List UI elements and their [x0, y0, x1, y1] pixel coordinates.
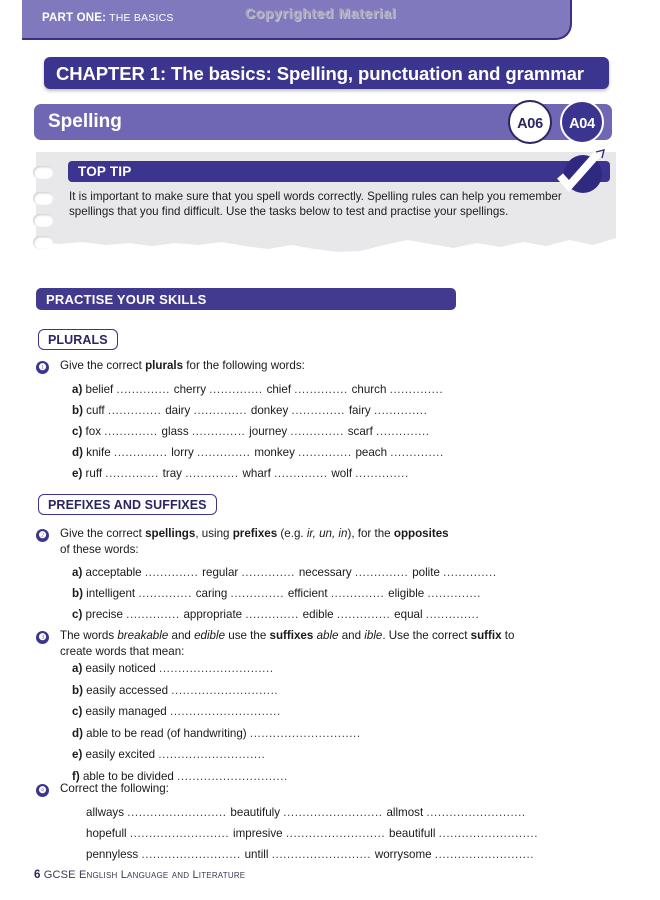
page-footer	[34, 869, 245, 881]
exercise-word: precise	[85, 608, 127, 621]
exercise-row-label: d)	[72, 726, 87, 740]
answer-blank[interactable]: ..............	[241, 566, 299, 579]
exercise-word: cuff	[86, 404, 108, 417]
answer-blank[interactable]: ..............	[193, 404, 251, 417]
answer-blank[interactable]: ..........................	[285, 827, 390, 840]
answer-blank[interactable]: ..............	[144, 566, 203, 579]
answer-blank[interactable]: ..............	[107, 404, 166, 417]
chapter-title: CHAPTER 1: The basics: Spelling, punctuation and grammar	[56, 63, 584, 84]
answer-blank[interactable]: .............................	[177, 769, 288, 783]
exercise-row	[86, 848, 534, 861]
subsection-plurals	[38, 329, 118, 350]
top-tip-note	[36, 152, 616, 267]
answer-blank[interactable]: ..............	[245, 608, 303, 621]
answer-blank[interactable]: ..............	[230, 587, 288, 600]
top-tip-body: It is important to make sure that you spell words correctly. Spelling rules can help you remember spellings that you find difficult. Use the tasks below to test and practise your spellings.	[69, 190, 562, 219]
exercise-word: efficient	[287, 587, 331, 600]
punch-hole-icon	[33, 236, 53, 249]
answer-blank[interactable]: ..............	[336, 608, 395, 621]
exercise-row	[72, 425, 430, 438]
answer-blank[interactable]: ..............................	[159, 662, 274, 675]
answer-blank[interactable]: ..............	[373, 404, 428, 417]
exercise-word: caring	[195, 587, 231, 600]
exercise-row	[72, 467, 409, 480]
q3-p12: suffix	[470, 629, 502, 642]
exercise-word: beautifuly	[230, 806, 284, 819]
exercise-word: cherry	[173, 383, 210, 396]
topic-title: Spelling	[48, 111, 122, 132]
exercise-word: easily managed	[85, 705, 170, 718]
q3-p10: ible	[364, 629, 383, 642]
exercise-row	[86, 806, 526, 819]
subsection-prefixes-suffixes	[38, 494, 217, 515]
answer-blank[interactable]: ..........................	[283, 806, 387, 819]
exercise-row-label: e)	[72, 748, 86, 761]
exercise-row-label: c)	[72, 705, 86, 718]
answer-blank[interactable]: ..............	[425, 608, 480, 621]
exercise-row	[72, 383, 443, 396]
exercise-word: chief	[266, 383, 295, 396]
exercise-word: journey	[249, 425, 291, 438]
q2-p5: (e.g.	[277, 527, 307, 540]
answer-blank[interactable]: ..............	[196, 446, 255, 459]
running-head-text	[42, 12, 174, 24]
exercise-row-label: e)	[72, 467, 86, 480]
q3-p13: to create words that mean:	[60, 629, 515, 658]
answer-blank[interactable]: ..............	[113, 446, 172, 459]
exercise-row-label: b)	[72, 404, 87, 417]
answer-blank[interactable]: ..............	[389, 383, 444, 396]
q3-p3: and	[168, 629, 195, 642]
answer-blank[interactable]: ..............	[376, 425, 430, 438]
chapter-title-bar	[44, 57, 609, 89]
answer-blank[interactable]: ..........................	[434, 848, 535, 861]
answer-blank[interactable]: ..............	[126, 608, 184, 621]
exercise-row-label: b)	[72, 683, 87, 697]
footer-page-number: 6	[34, 869, 41, 881]
answer-blank[interactable]: ..............	[298, 446, 356, 459]
q3-p9: and	[338, 629, 365, 642]
answer-blank[interactable]: ..............	[185, 467, 243, 480]
q2-p9: of these words:	[60, 542, 139, 556]
exercise-word: regular	[202, 566, 242, 579]
answer-blank[interactable]: ..............	[209, 383, 267, 396]
exercise-row-label: a)	[72, 383, 86, 396]
exercise-word: easily excited	[85, 748, 159, 761]
footer-book-title: GCSE English Language and Literature	[43, 869, 246, 881]
exercise-word: allways	[86, 806, 128, 819]
q2-p4: prefixes	[232, 527, 278, 540]
exercise-word: allmost	[386, 806, 427, 819]
exercise-word: wharf	[242, 467, 275, 480]
running-head-part-name: THE BASICS	[106, 12, 174, 24]
exercise-row	[72, 446, 444, 459]
copyright-watermark: Copyrighted Material	[245, 5, 397, 21]
tick-icon	[550, 149, 608, 197]
answer-blank[interactable]: ..............	[291, 404, 349, 417]
answer-blank[interactable]: ..............	[116, 383, 174, 396]
q3-p11: . Use the correct	[382, 629, 471, 642]
exercise-word: ruff	[85, 467, 106, 480]
question-4-prompt: Correct the following:	[60, 782, 169, 795]
exercise-word: wolf	[331, 467, 356, 480]
exercise-row	[72, 404, 427, 417]
assessment-objective-badge-2: A04	[560, 100, 604, 144]
question-2-prompt	[60, 526, 550, 557]
answer-blank[interactable]: ..........................	[438, 827, 539, 840]
exercise-word: hopefull	[86, 827, 130, 840]
exercise-row-label: a)	[72, 662, 86, 675]
exercise-word: edible	[302, 608, 337, 621]
answer-blank[interactable]: ..............	[138, 587, 196, 600]
exercise-word: fox	[85, 425, 105, 438]
subsection-prefixes-suffixes-label: PREFIXES AND SUFFIXES	[48, 497, 207, 512]
q2-p6: ir, un, in	[306, 527, 348, 540]
answer-blank[interactable]: ..............	[191, 425, 250, 438]
exercise-word: glass	[161, 425, 192, 438]
exercise-word: equal	[394, 608, 426, 621]
exercise-word: belief	[85, 383, 117, 396]
answer-blank[interactable]: ..............	[390, 446, 444, 459]
q3-p1: The words	[60, 629, 118, 642]
exercise-word: able to be read (of handwriting)	[86, 726, 250, 740]
answer-blank[interactable]: ............................	[171, 683, 279, 697]
q1-prompt-bold: plurals	[145, 359, 184, 372]
q2-p1: Give the correct	[60, 527, 146, 540]
q1-prompt-post: for the following words:	[183, 359, 305, 372]
punch-hole-icon	[33, 214, 53, 227]
exercise-row-label: c)	[72, 608, 86, 621]
answer-blank[interactable]: ..........................	[129, 827, 234, 840]
answer-blank[interactable]: ..............	[294, 383, 352, 396]
exercise-word: dairy	[165, 404, 194, 417]
q2-p8: opposites	[393, 527, 449, 540]
answer-blank[interactable]: ............................	[158, 748, 266, 761]
answer-blank[interactable]: ..........................	[141, 848, 245, 861]
exercise-word: polite	[412, 566, 444, 579]
exercise-word: acceptable	[85, 566, 145, 579]
practise-your-skills-bar	[36, 288, 456, 310]
answer-blank[interactable]: ..........................	[127, 806, 231, 819]
answer-blank[interactable]: ..............	[354, 566, 413, 579]
q3-p6: suffixes	[269, 629, 314, 642]
exercise-row	[72, 748, 265, 761]
question-1-number: ❶	[36, 361, 49, 374]
running-head-part-label: PART ONE:	[42, 12, 107, 24]
exercise-word: eligible	[388, 587, 428, 600]
q3-p2: breakable	[117, 629, 169, 642]
punch-hole-icon	[33, 166, 53, 179]
exercise-row	[72, 587, 481, 600]
exercise-row	[72, 662, 274, 675]
answer-blank[interactable]: .............................	[249, 726, 361, 740]
top-tip-heading: TOP TIP	[78, 164, 132, 179]
exercise-word: untill	[244, 848, 272, 861]
exercise-word: tray	[162, 467, 186, 480]
exercise-word: easily noticed	[85, 662, 159, 675]
answer-blank[interactable]: ..........................	[426, 806, 526, 819]
q1-prompt-pre: Give the correct	[60, 359, 146, 372]
exercise-word: able to be divided	[82, 769, 178, 783]
q2-p2: spellings	[145, 527, 196, 540]
exercise-word: worrysome	[374, 848, 435, 861]
q3-p8: able	[316, 629, 339, 642]
question-4-number: ❹	[36, 784, 49, 797]
exercise-word: necessary	[298, 566, 355, 579]
exercise-word: donkey	[250, 404, 292, 417]
punch-hole-icon	[33, 192, 53, 205]
exercise-row-label: c)	[72, 425, 86, 438]
practise-your-skills-label: PRACTISE YOUR SKILLS	[46, 291, 207, 307]
exercise-word: easily accessed	[86, 683, 172, 697]
topic-bar	[34, 104, 612, 140]
exercise-row	[72, 684, 278, 697]
exercise-word: scarf	[347, 425, 377, 438]
exercise-row	[72, 566, 497, 579]
q2-p7: ), for the	[347, 527, 394, 540]
answer-blank[interactable]: ..............	[443, 566, 497, 579]
exercise-word: monkey	[254, 446, 299, 459]
exercise-row-label: d)	[72, 446, 87, 459]
exercise-word: appropriate	[183, 608, 246, 621]
question-1-prompt	[60, 358, 540, 374]
question-2-number: ❷	[36, 529, 49, 542]
q3-p4: edible	[194, 629, 226, 642]
top-tip-header	[68, 161, 610, 182]
exercise-word: pennyless	[86, 848, 142, 861]
exercise-word: knife	[86, 446, 114, 459]
answer-blank[interactable]: ..............	[274, 467, 332, 480]
exercise-word: impresive	[233, 827, 286, 840]
answer-blank[interactable]: ..............	[355, 467, 409, 480]
answer-blank[interactable]: ..............	[427, 587, 481, 600]
exercise-row	[72, 608, 479, 621]
answer-blank[interactable]: ..............	[104, 425, 162, 438]
question-3-prompt	[60, 628, 530, 659]
exercise-row	[86, 827, 538, 840]
exercise-word: peach	[355, 446, 391, 459]
exercise-row	[72, 705, 281, 718]
exercise-word: lorry	[171, 446, 197, 459]
q2-p3: , using	[195, 527, 233, 540]
answer-blank[interactable]: ..........................	[271, 848, 375, 861]
answer-blank[interactable]: .............................	[169, 705, 281, 718]
exercise-row-label: a)	[72, 566, 86, 579]
q3-p5: use the	[225, 629, 270, 642]
subsection-plurals-label: PLURALS	[48, 332, 108, 347]
answer-blank[interactable]: ..............	[330, 587, 389, 600]
question-3-number: ❸	[36, 631, 49, 644]
exercise-word: beautifull	[389, 827, 439, 840]
exercise-row	[72, 727, 361, 740]
exercise-word: fairy	[348, 404, 374, 417]
answer-blank[interactable]: ..............	[105, 467, 163, 480]
exercise-word: intelligent	[86, 587, 139, 600]
exercise-row-label: b)	[72, 587, 87, 600]
assessment-objective-badge-1: A06	[508, 100, 552, 144]
answer-blank[interactable]: ..............	[290, 425, 348, 438]
exercise-word: church	[351, 383, 390, 396]
exercise-row-label: f)	[72, 769, 83, 783]
